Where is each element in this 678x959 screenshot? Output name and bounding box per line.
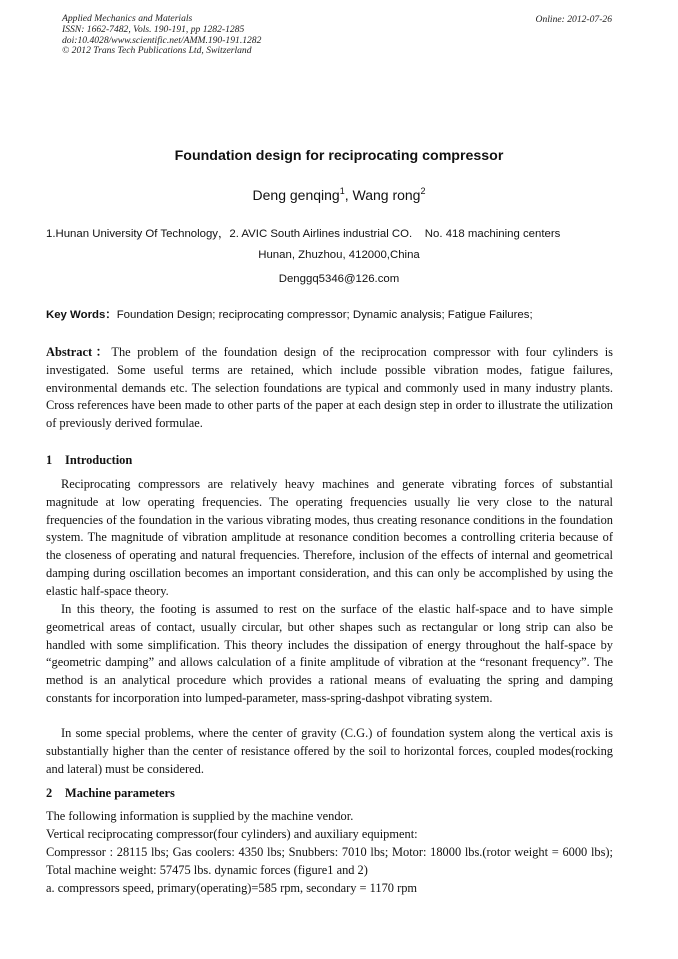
intro-paragraph-3: In some special problems, where the center of gravity (C.G.) of foundation system along the vertical axis is substantially higher than the center of resistance offered by the soil to horizontal forces, coupled modes(rocking and lateral) must be considered.: [46, 726, 613, 776]
section-2-heading: [46, 786, 175, 801]
compressor-speed: a. compressors speed, primary(operating)=585 rpm, secondary = 1170 rpm: [46, 881, 418, 895]
section-1-number: 1: [46, 453, 53, 467]
intro-paragraph-2: In this theory, the footing is assumed to rest on the surface of the elastic half-space and to have simple geometrical areas of contact, usually circular, but other shapes such as rectangular or long strip can also be handled with some simplification. This theory includes the dissipation of energy throughout the half-space by “geometric damping” and allows calculation of a finite amplitude of vibration at the “resonant frequency”. The method is an analytical procedure which provides a rational means of evaluating the spring and damping constants for incorporation into lumped-parameter, mass-spring-dashpot vibrating system.: [46, 602, 613, 705]
section-2-title: Machine parameters: [65, 786, 175, 800]
online-date: Online: 2012-07-26: [535, 14, 612, 25]
author-1: Deng genqing: [252, 187, 340, 203]
abstract: [46, 344, 613, 433]
author-email: Denggq5346@126.com: [278, 273, 400, 285]
author-1-affil-mark: 1: [339, 186, 345, 196]
section-1-heading: [46, 453, 132, 468]
author-separator: ,: [344, 187, 353, 203]
keywords: [46, 306, 533, 322]
author-2-affil-mark: 2: [420, 186, 426, 196]
abstract-text: The problem of the foundation design of the reciprocation compressor with four cylinders is investigated. Some useful terms are retained, which include possible vibration modes, fatigue failures, environmental demands etc. The selection foundations are typical and commonly used in many industry plants. Cross references have been made to other parts of the paper at each design step in order to illustrate the utilization of previously derived formulae.: [46, 345, 614, 431]
affiliation: 1.Hunan University Of Technology，2. AVIC South Airlines industrial CO. No. 418 machining centers: [46, 228, 561, 240]
section-1-title: Introduction: [65, 453, 133, 467]
intro-paragraph-1: Reciprocating compressors are relatively heavy machines and generate vibrating forces of substantial magnitude at low operating frequencies. The operating frequencies usually lie very close to the natural frequencies of the foundation in the various vibrating modes, thus creating resonance conditions in the foundation system. The magnitude of vibration amplitude at resonance condition becomes a controlling criteria because of the closeness of operating and natural frequencies. Therefore, inclusion of the effects of internal and geometrical damping during oscillation becomes an important consideration, and this can only be accomplished by using the elastic half-space theory.: [46, 477, 613, 598]
machine-weights: Compressor : 28115 lbs; Gas coolers: 4350 lbs; Snubbers: 7010 lbs; Motor: 18000 lbs.(rotor weight = 6000 lbs); Total machine weight: 57475 lbs. dynamic forces (figure1 and 2): [46, 845, 613, 877]
affiliation-city: Hunan, Zhuzhou, 412000,China: [258, 249, 420, 261]
paper-title: Foundation design for reciprocating compressor: [174, 148, 504, 164]
machine-vendor-line: The following information is supplied by the machine vendor.: [46, 809, 354, 823]
author-2: Wang rong: [352, 187, 421, 203]
issn-line: ISSN: 1662-7482, Vols. 190-191, pp 1282-1285: [62, 23, 245, 35]
journal-info: [62, 14, 261, 57]
abstract-label: Abstract：: [46, 345, 112, 359]
section-2-number: 2: [46, 786, 53, 800]
author-line: [0, 187, 678, 203]
machine-description-line: Vertical reciprocating compressor(four cylinders) and auxiliary equipment:: [46, 827, 418, 841]
keywords-label: Key Words：: [46, 309, 117, 321]
keywords-text: Foundation Design; reciprocating compressor; Dynamic analysis; Fatigue Failures;: [116, 309, 533, 321]
copyright-line: © 2012 Trans Tech Publications Ltd, Switzerland: [62, 45, 252, 57]
doi-line: doi:10.4028/www.scientific.net/AMM.190-191.1282: [62, 34, 262, 46]
journal-name: Applied Mechanics and Materials: [62, 13, 193, 24]
